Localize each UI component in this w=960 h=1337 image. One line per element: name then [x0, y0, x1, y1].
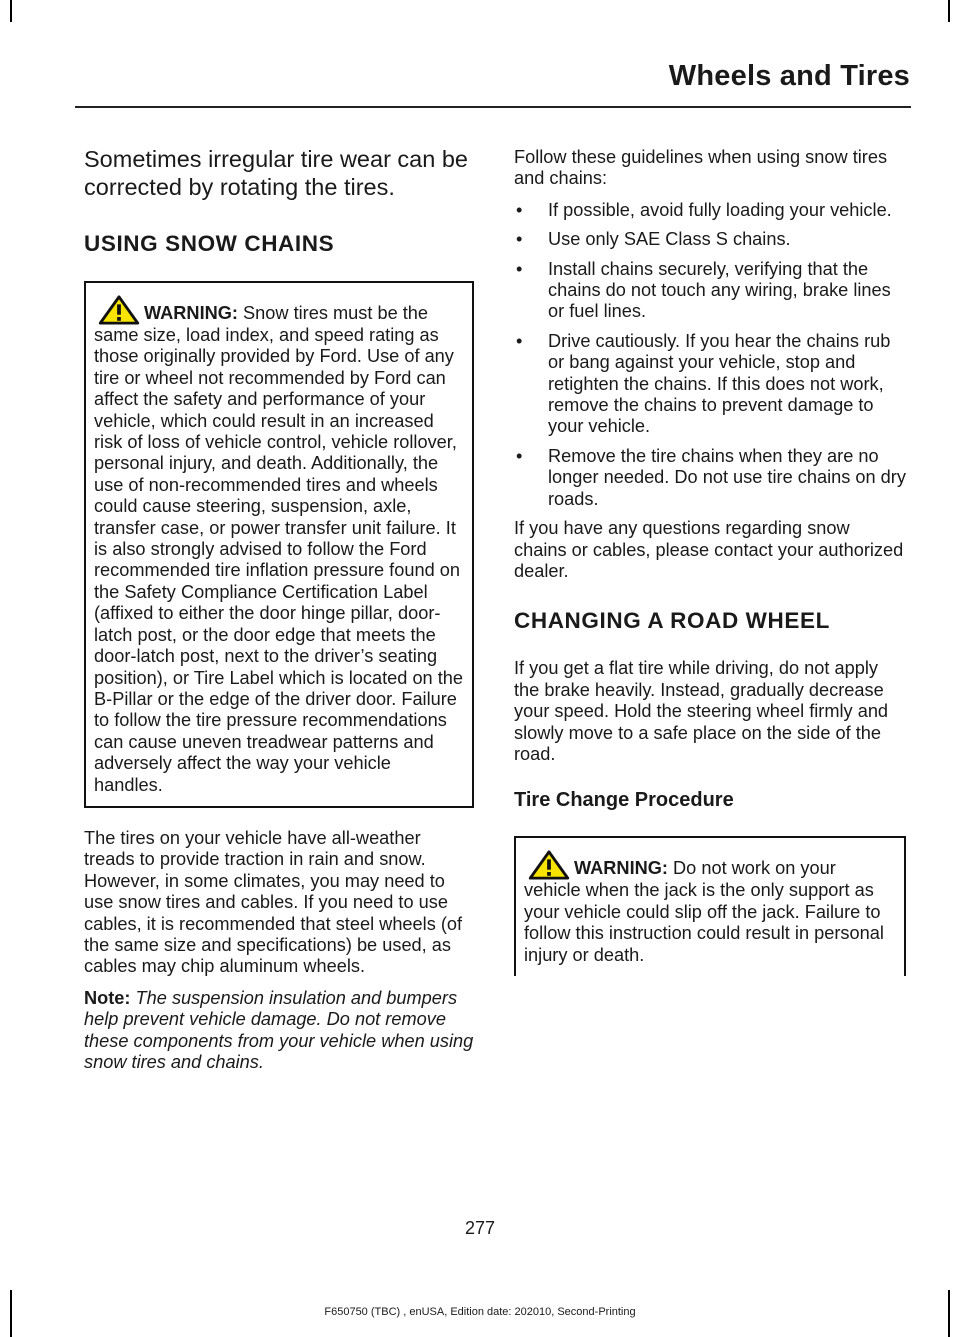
bullet-icon: • — [516, 330, 523, 351]
left-column — [84, 145, 474, 1073]
warning-text: Snow tires must be the same size, load index, and speed rating as those originally provided by Ford. Use of any tire or wheel not recommended by Ford can affect the safety and performance of your vehicle, which could result in an increased risk of loss of vehicle control, vehicle rollover, personal injury, and death. Additionally, the use of non-recommended tires and wheels could cause steering, suspension, axle, transfer case, or power transfer unit failure. It is also strongly advised to follow the Ford recommended tire inflation pressure found on the Safety Compliance Certification Label (affixed to either the door hinge pillar, door-latch post, or the door edge that meets the door-latch post, next to the driver’s seating position), or Tire Label which is located on the B-Pillar or the edge of the driver door. Failure to follow the tire pressure recommendations can cause uneven treadwear patterns and adversely affect the way your vehicle handles. — [94, 303, 464, 795]
questions-paragraph: If you have any questions regarding snow chains or cables, please contact your authorized dealer. — [514, 518, 904, 581]
list-item: • Remove the tire chains when they are no longer needed. Do not use tire chains on dry roads. — [516, 445, 906, 509]
bullet-icon: • — [516, 229, 523, 250]
page-title: Wheels and Tires — [668, 60, 910, 92]
warning-box-snow-tires — [84, 281, 474, 808]
all-weather-paragraph: The tires on your vehicle have all-weather treads to provide traction in rain and snow. However, in some climates, you may need to use snow tires and cables. If you need to use cables, it is recommended that steel wheels (of the same size and specifications) be used, as cables may chip aluminum wheels. — [84, 827, 463, 977]
guidelines-list — [514, 200, 906, 510]
warning-label: WARNING: — [574, 858, 668, 879]
right-column — [514, 147, 906, 976]
subheading-tire-change: Tire Change Procedure — [514, 789, 734, 812]
list-item: • Install chains securely, verifying that the chains do not touch any wiring, brake lines or fuel lines. — [516, 258, 891, 322]
crop-mark-top-right — [948, 0, 950, 22]
list-item: • If possible, avoid fully loading your vehicle. — [516, 199, 892, 220]
lead-paragraph: Sometimes irregular tire wear can be corrected by rotating the tires. — [84, 146, 468, 200]
bullet-icon: • — [516, 445, 523, 466]
footer-edition-info: F650750 (TBC) , enUSA, Edition date: 202010, Second-Printing — [324, 1306, 636, 1318]
guidelines-intro: Follow these guidelines when using snow tires and chains: — [514, 147, 888, 189]
list-item: • Drive cautiously. If you hear the chains rub or bang against your vehicle, stop and retighten the chains. If this does not work, remove the chains to prevent damage to your vehicle. — [516, 330, 891, 437]
note-text: The suspension insulation and bumpers help prevent vehicle damage. Do not remove these components from your vehicle when using snow tires and chains. — [84, 987, 474, 1072]
warning-triangle-icon — [528, 850, 570, 880]
header-divider — [75, 106, 911, 108]
note-paragraph — [84, 988, 474, 1074]
warning-text: Do not work on your vehicle when the jack is the only support as your vehicle could slip off the jack. Failure to follow this instruction could result in personal injury or death. — [524, 858, 884, 965]
crop-mark-top-left — [10, 0, 12, 22]
section-heading-changing-wheel: CHANGING A ROAD WHEEL — [514, 608, 830, 634]
section-heading-snow-chains: USING SNOW CHAINS — [84, 231, 335, 256]
list-item: • Use only SAE Class S chains. — [516, 229, 791, 250]
note-label: Note: — [84, 987, 131, 1008]
warning-triangle-icon — [98, 295, 140, 325]
bullet-icon: • — [516, 258, 523, 279]
warning-label: WARNING: — [144, 303, 238, 323]
warning-box-jack — [514, 836, 906, 976]
bullet-icon: • — [516, 199, 523, 220]
flat-tire-paragraph: If you get a flat tire while driving, do not apply the brake heavily. Instead, gradually decrease your speed. Hold the steering wheel firmly and slowly move to a safe place on the side of the road. — [514, 658, 889, 764]
page-number: 277 — [464, 1218, 496, 1238]
